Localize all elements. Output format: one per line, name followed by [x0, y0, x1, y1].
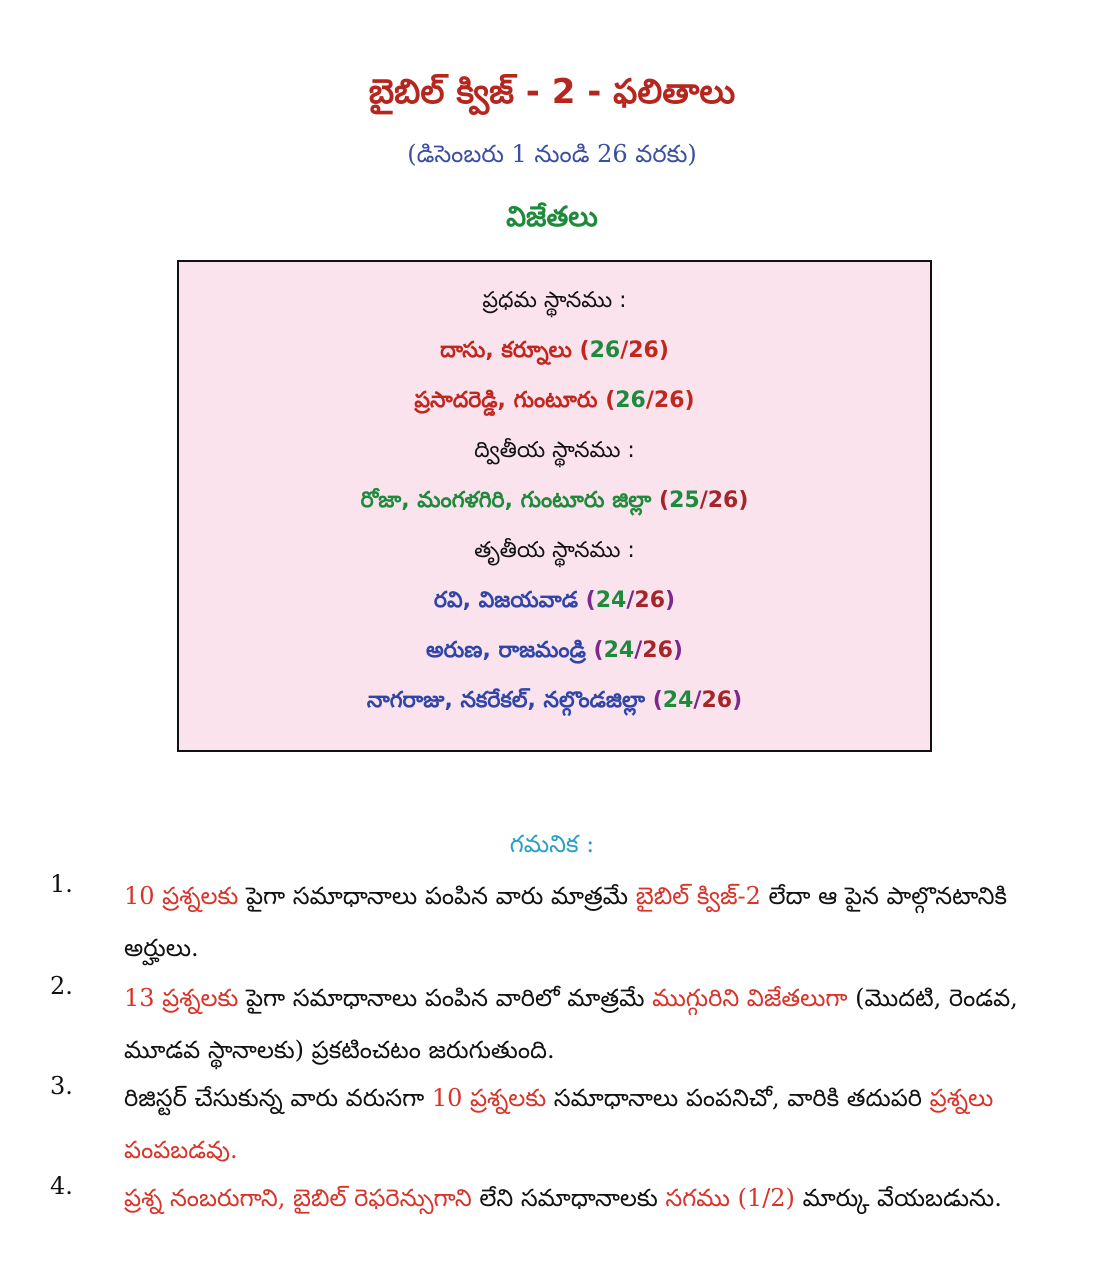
winner-name: అరుణ, రాజమండ్రి [426, 638, 586, 663]
note-number: 1. [50, 870, 73, 898]
note-text: 13 ప్రశ్నలకు పైగా సమాధానాలు పంపిన వారిలో మాత్రమే ముగ్గురిని విజేతలుగా (మొదటి, రెండవ, మూడవ స్థానాలకు) ప్రకటించటం జరుగుతుంది. [124, 984, 1018, 1064]
note-text: ప్రశ్న నంబరుగాని, బైబిల్ రెఫరెన్సుగాని లేని సమాధానాలకు సగము (1/2) మార్కు వేయబడును. [124, 1184, 1002, 1212]
note-text: రిజిస్టర్ చేసుకున్న వారు వరుసగా 10 ప్రశ్నలకు సమాధానాలు పంపనిచో, వారికి తదుపరి ప్రశ్నలు పంపబడవు. [124, 1084, 994, 1164]
note-number: 4. [50, 1172, 73, 1200]
winner-score-total: 26 [642, 638, 673, 663]
third-place-heading: తృతీయ స్థానము : [474, 538, 635, 563]
winner-name: రోజా, మంగళగిరి, గుంటూరు జిల్లా [360, 488, 652, 513]
date-range-subtitle: (డిసెంబరు 1 నుండి 26 వరకు) [407, 140, 697, 168]
winner-name: ప్రసాదరెడ్డి, గుంటూరు [414, 388, 598, 413]
winners-heading: విజేతలు [506, 200, 598, 233]
note-number: 2. [50, 972, 73, 1000]
page-title: బైబిల్ క్విజ్ - 2 - ఫలితాలు [368, 72, 736, 112]
winner-score: 26 [615, 388, 646, 413]
note-number: 3. [50, 1072, 73, 1100]
second-place-heading: ద్వితీయ స్థానము : [474, 438, 635, 463]
winners-box [177, 260, 932, 752]
winner-score: 26 [589, 338, 621, 363]
notes-heading: గమనిక : [509, 830, 595, 858]
winner-third-1: రవి, విజయవాడ (24/26) [433, 588, 676, 613]
winner-score-total: 26 [701, 688, 733, 713]
note-text: 10 ప్రశ్నలకు పైగా సమాధానాలు పంపిన వారు మాత్రమే బైబిల్ క్విజ్-2 లేదా ఆ పైన పాల్గొనటానికి అర్హులు. [124, 882, 1007, 962]
winner-third-2: అరుణ, రాజమండ్రి (24/26) [426, 638, 683, 663]
winner-score: 24 [603, 638, 635, 663]
winner-score-total: 26 [628, 338, 659, 363]
winner-score: 24 [662, 688, 694, 713]
winner-name: నాగరాజు, నకరేకల్, నల్గొండజిల్లా [366, 688, 646, 713]
winner-first-2: ప్రసాదరెడ్డి, గుంటూరు (26/26) [414, 388, 695, 413]
winner-score-total: 26 [634, 588, 666, 613]
winner-third-3: నాగరాజు, నకరేకల్, నల్గొండజిల్లా (24/26) [366, 688, 743, 713]
winner-score-total: 26 [707, 488, 739, 513]
winner-name: రవి, విజయవాడ [433, 588, 578, 613]
winner-score: 24 [595, 588, 627, 613]
winner-score: 25 [669, 488, 700, 513]
winner-first-1: దాసు, కర్నూలు (26/26) [440, 338, 669, 363]
winner-second-1: రోజా, మంగళగిరి, గుంటూరు జిల్లా (25/26) [360, 488, 749, 513]
first-place-heading: ప్రధమ స్థానము : [482, 288, 627, 313]
winner-name: దాసు, కర్నూలు [440, 338, 572, 363]
winner-score-total: 26 [653, 388, 685, 413]
